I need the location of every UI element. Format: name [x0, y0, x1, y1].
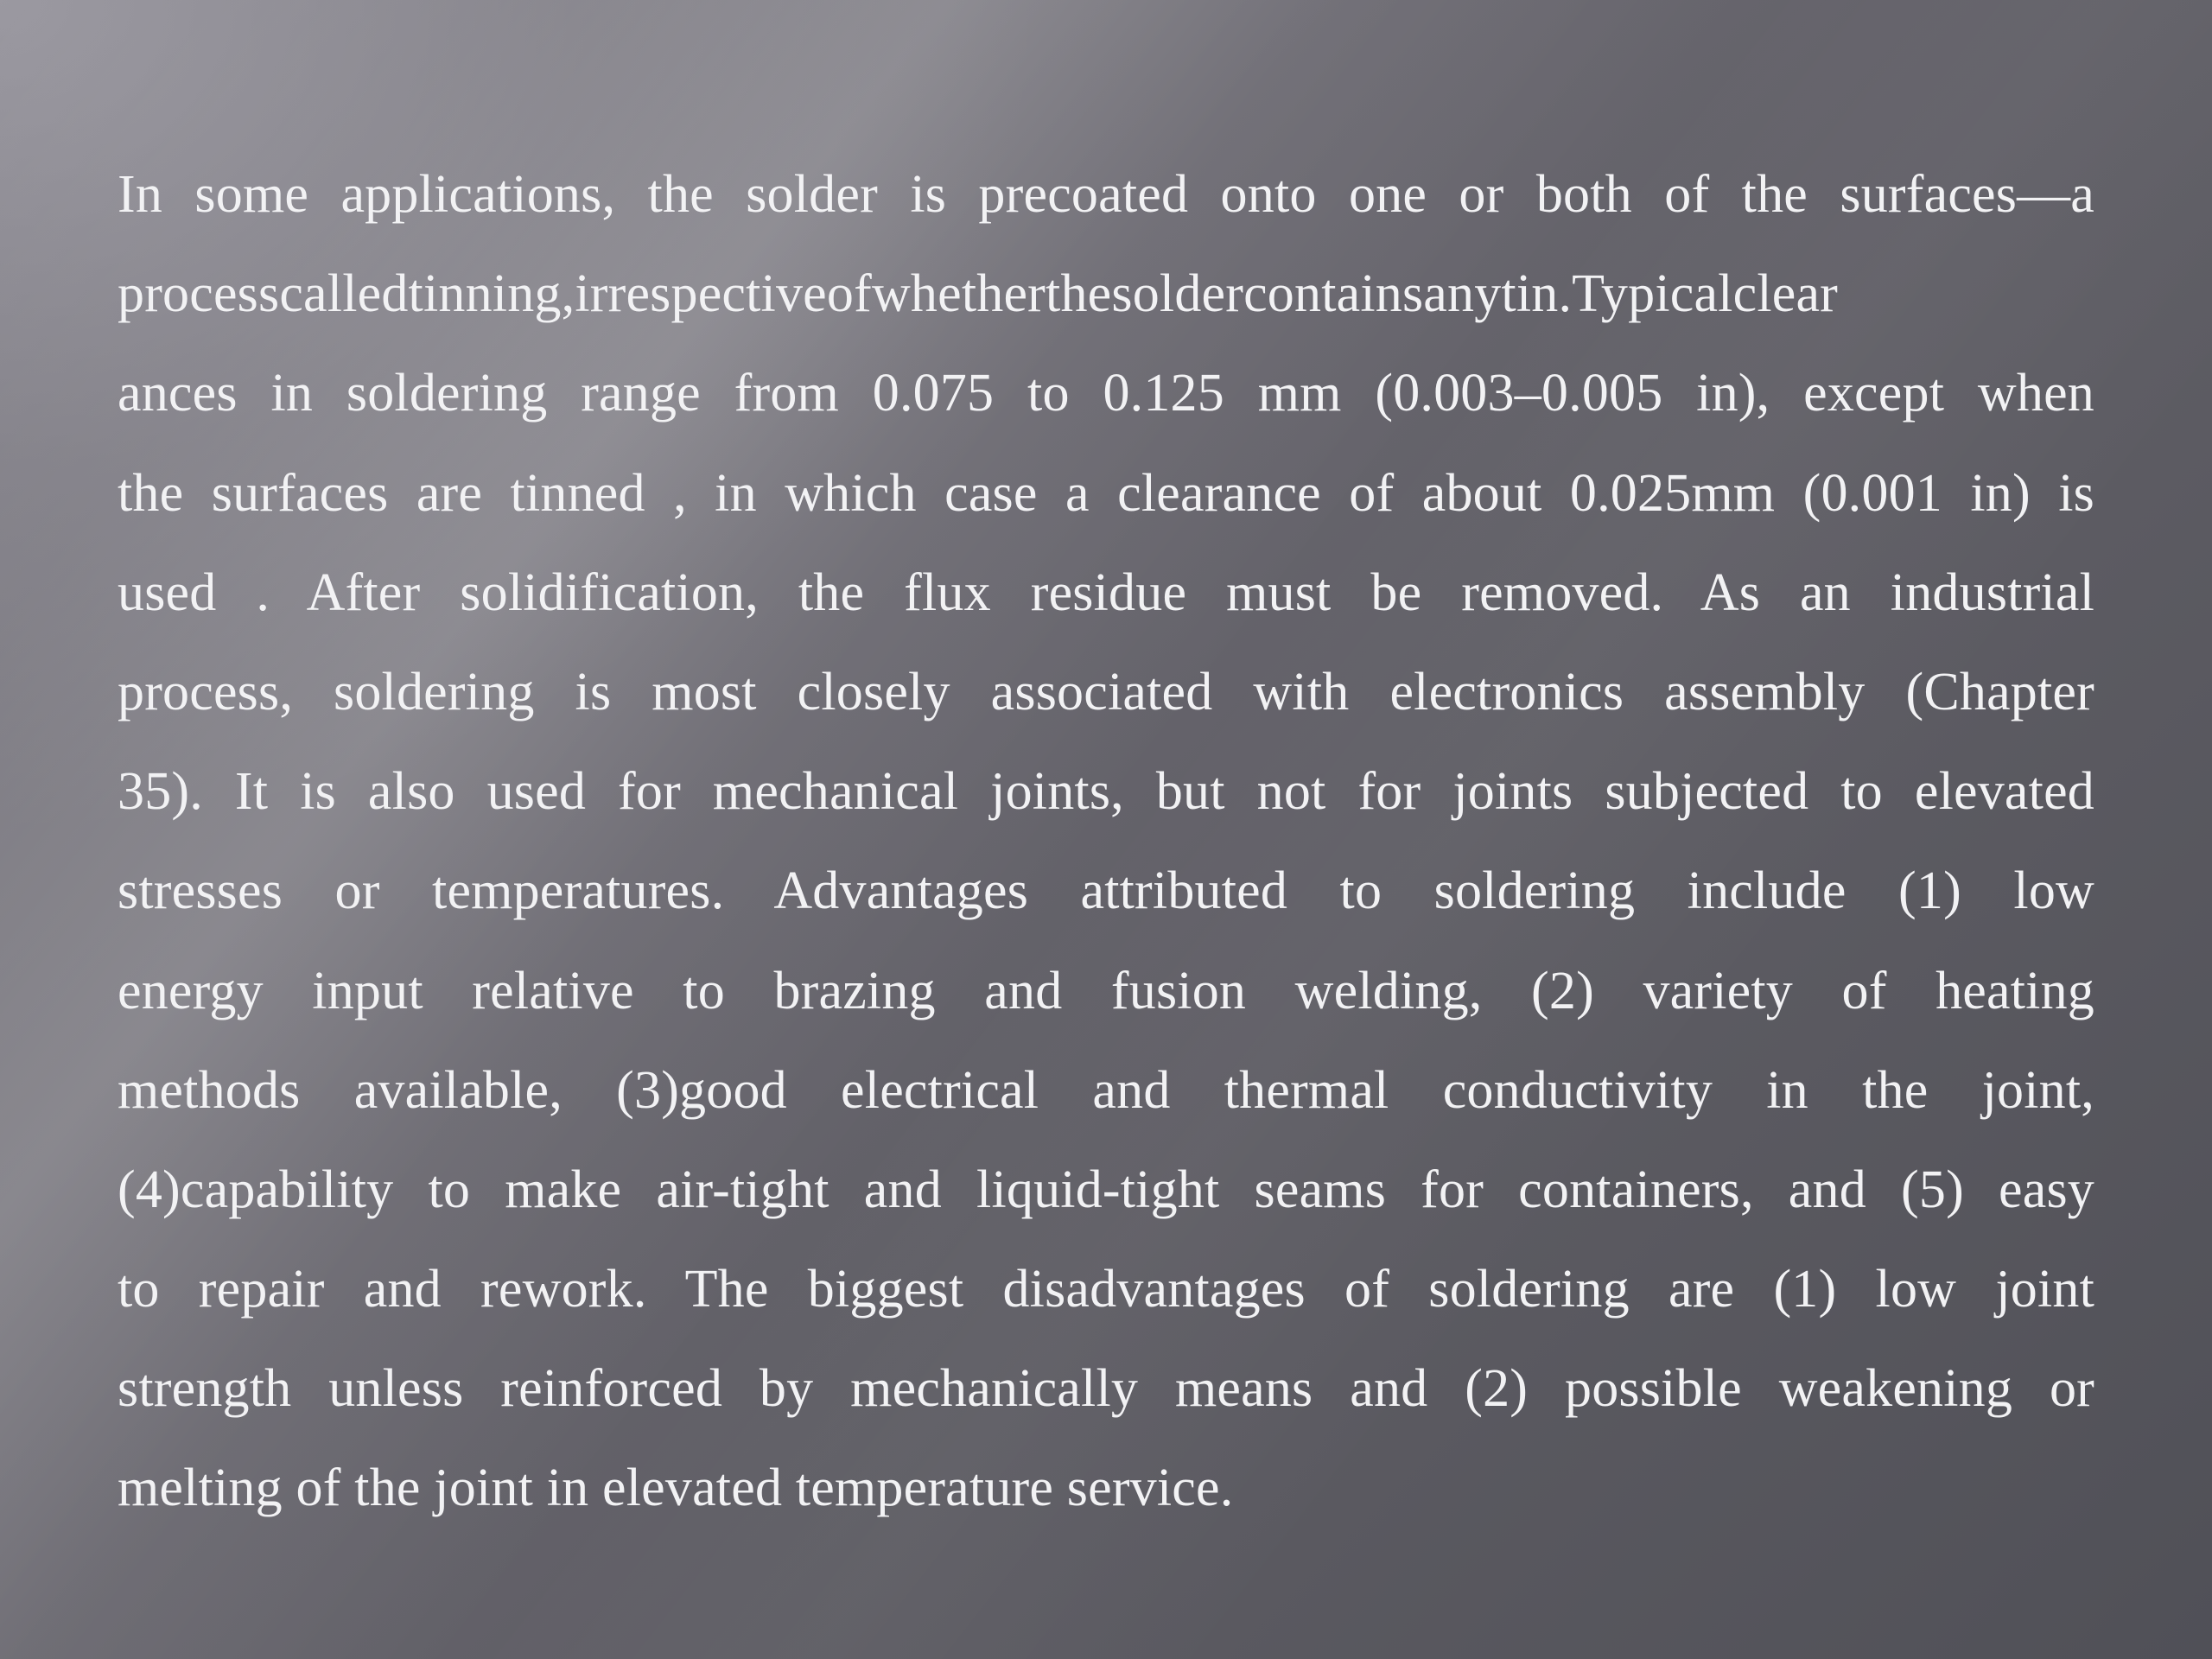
paragraph-line: melting of the joint in elevated temperature service. — [118, 1459, 1234, 1518]
paragraph-line: stresses or temperatures. Advantages attributed to soldering include (1) low — [118, 861, 2094, 921]
paragraph-line: energy input relative to brazing and fusion welding, (2) variety of heating — [118, 961, 2094, 1020]
paragraph-line: ances in soldering range from 0.075 to 0.125 mm (0.003–0.005 in), except when — [118, 364, 2094, 423]
paragraph-line: In some applications, the solder is precoated onto one or both of the surfaces—a — [118, 165, 2094, 224]
paragraph-line: 35). It is also used for mechanical joints, but not for joints subjected to elevated — [118, 762, 2094, 822]
paragraph-line: processcalledtinning,irrespectiveofwhetherthesoldercontainsanytin.Typicalclear — [118, 264, 1839, 324]
paragraph-line: process, soldering is most closely associated with electronics assembly (Chapter — [118, 662, 2094, 721]
paragraph-line: the surfaces are tinned , in which case a clearance of about 0.025mm (0.001 in) is — [118, 463, 2094, 523]
paragraph-line: strength unless reinforced by mechanically means and (2) possible weakening or — [118, 1359, 2094, 1419]
paragraph-line: (4)capability to make air-tight and liquid-tight seams for containers, and (5) easy — [118, 1160, 2094, 1219]
paragraph-line: methods available, (3)good electrical and thermal conductivity in the joint, — [118, 1060, 2094, 1120]
body-paragraph — [118, 145, 2094, 1539]
paragraph-line: to repair and rework. The biggest disadvantages of soldering are (1) low joint — [118, 1260, 2094, 1319]
paragraph-line: used . After solidification, the flux residue must be removed. As an industrial — [118, 563, 2094, 622]
